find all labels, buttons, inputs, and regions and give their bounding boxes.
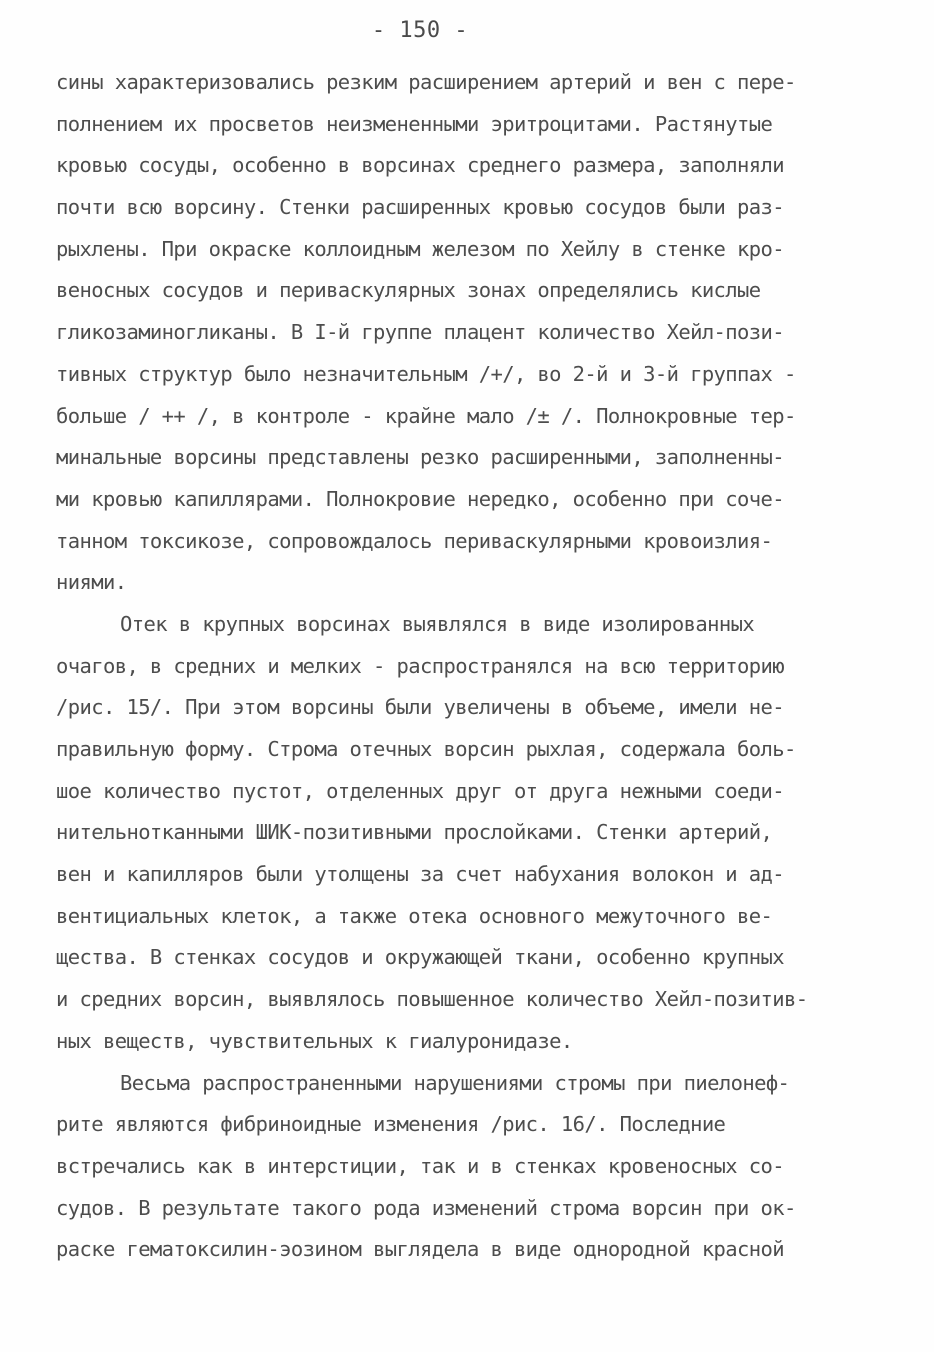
text-line: Весьма распространенными нарушениями стромы при пиелонеф-	[120, 1070, 790, 1095]
text-line: рите являются фибриноидные изменения /рис. 16/. Последние	[56, 1112, 726, 1137]
text-line: вентициальных клеток, а также отека основного межуточного ве-	[56, 903, 773, 928]
text-line: полнением их просветов неизмененными эритроцитами. Растянутые	[56, 111, 773, 136]
paragraph-3	[56, 1063, 886, 1271]
text-line: судов. В результате такого рода изменений строма ворсин при ок-	[56, 1195, 796, 1220]
text-line: правильную форму. Строма отечных ворсин рыхлая, содержала боль-	[56, 737, 796, 761]
text-line: сины характеризовались резким расширением артерий и вен с пере-	[56, 70, 796, 94]
text-line: почти всю ворсину. Стенки расширенных кровью сосудов были раз-	[56, 195, 785, 220]
text-line: ных веществ, чувствительных к гиалуронидазе.	[56, 1028, 573, 1053]
text-line: веносных сосудов и периваскулярных зонах определялись кислые	[56, 278, 761, 303]
text-line: и средних ворсин, выявлялось повышенное количество Хейл-позитив-	[56, 987, 808, 1012]
text-line: /рис. 15/. При этом ворсины были увеличены в объеме, имели не-	[56, 695, 785, 720]
text-line: минальные ворсины представлены резко расширенными, заполненны-	[56, 445, 785, 470]
text-line: ми кровью капиллярами. Полнокровие нередко, особенно при соче-	[56, 486, 785, 511]
text-line: встречались как в интерстиции, так и в стенках кровеносных со-	[56, 1153, 785, 1178]
text-line: нительнотканными ШИК-позитивными прослойками. Стенки артерий,	[56, 820, 773, 845]
text-line: танном токсикозе, сопровождалось периваскулярными кровоизлия-	[56, 528, 773, 553]
text-line: тивных структур было незначительным /+/, во 2-й и 3-й группах -	[56, 361, 796, 386]
text-line: раске гематоксилин-эозином выглядела в виде однородной красной	[56, 1237, 785, 1262]
text-line: ниями.	[56, 570, 127, 595]
text-line: рыхлены. При окраске коллоидным железом по Хейлу в стенке кро-	[56, 236, 785, 261]
text-line: очагов, в средних и мелких - распространялся на всю территорию	[56, 653, 785, 678]
text-line: гликозаминогликаны. В I-й группе плацент количество Хейл-пози-	[56, 320, 785, 345]
document-body	[56, 62, 886, 1271]
paragraph-1	[56, 62, 886, 604]
text-line: Отек в крупных ворсинах выявлялся в виде изолированных	[120, 611, 755, 636]
page-number: - 150 -	[371, 18, 469, 43]
text-line: кровью сосуды, особенно в ворсинах среднего размера, заполняли	[56, 153, 785, 178]
text-line: шое количество пустот, отделенных друг от друга нежными соеди-	[56, 778, 785, 803]
text-line: больше / ++ /, в контроле - крайне мало /± /. Полнокровные тер-	[56, 403, 796, 428]
paragraph-2	[56, 604, 886, 1063]
text-line: щества. В стенках сосудов и окружающей ткани, особенно крупных	[56, 945, 785, 970]
text-line: вен и капилляров были утолщены за счет набухания волокон и ад-	[56, 862, 785, 887]
